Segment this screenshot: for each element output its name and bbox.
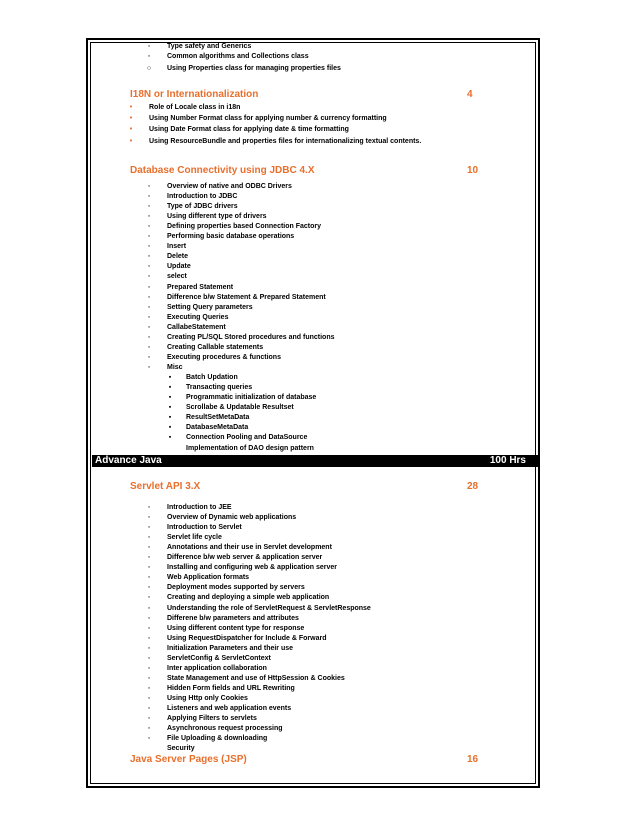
square-bullet-icon: ▪ <box>168 424 172 432</box>
circle-bullet-icon: ◦ <box>147 213 151 221</box>
circle-bullet-icon: ◦ <box>147 273 151 281</box>
circle-bullet-icon: ◦ <box>147 664 151 672</box>
course-hours: 100 Hrs <box>489 455 526 466</box>
section-hours-servlet: 28 <box>467 481 479 492</box>
circle-bullet-icon: ◦ <box>147 343 151 351</box>
circle-bullet-icon: ◦ <box>147 223 151 231</box>
circle-bullet-icon: ◦ <box>147 183 151 190</box>
circle-bullet-icon: ◦ <box>147 504 151 511</box>
circle-bullet-icon: ◦ <box>147 333 151 341</box>
circle-bullet-icon: ◦ <box>147 654 151 662</box>
circle-bullet-icon: ◦ <box>147 313 151 321</box>
circle-bullet-icon: ○ <box>146 65 152 72</box>
section-title-jdbc: Database Connectivity using JDBC 4.X <box>130 165 315 176</box>
circle-bullet-icon: ◦ <box>147 514 151 522</box>
square-bullet-icon: ▪ <box>168 384 172 392</box>
circle-bullet-icon: ◦ <box>147 534 151 542</box>
section-hours-jsp: 16 <box>467 754 479 765</box>
circle-bullet-icon: ◦ <box>147 233 151 241</box>
circle-bullet-icon: ◦ <box>147 584 151 592</box>
square-bullet-icon: ▪ <box>168 394 172 402</box>
circle-bullet-icon: ◦ <box>147 544 151 552</box>
section-hours-i18n: 4 <box>467 89 473 100</box>
circle-bullet-icon: ◦ <box>147 243 151 251</box>
circle-bullet-icon: ◦ <box>147 303 151 311</box>
circle-bullet-icon: ◦ <box>147 624 151 632</box>
section-title-i18n: I18N or Internationalization <box>130 89 259 100</box>
section-title-jsp: Java Server Pages (JSP) <box>130 754 247 765</box>
circle-bullet-icon: ◦ <box>147 564 151 572</box>
disc-bullet-icon: • <box>129 137 133 145</box>
circle-bullet-icon: ◦ <box>147 705 151 712</box>
circle-bullet-icon: ◦ <box>147 725 151 733</box>
circle-bullet-icon: ◦ <box>147 263 151 271</box>
circle-bullet-icon: ◦ <box>147 634 151 642</box>
disc-bullet-icon: • <box>129 126 133 134</box>
circle-bullet-icon: ◦ <box>147 604 151 612</box>
section-hours-jdbc: 10 <box>467 165 479 176</box>
circle-bullet-icon: ◦ <box>147 253 151 261</box>
circle-bullet-icon: ◦ <box>147 43 151 50</box>
circle-bullet-icon: ◦ <box>147 554 151 562</box>
circle-bullet-icon: ◦ <box>147 353 151 361</box>
circle-bullet-icon: ◦ <box>147 735 151 743</box>
course-banner <box>92 455 538 467</box>
circle-bullet-icon: ◦ <box>147 283 151 291</box>
square-bullet-icon: ▪ <box>168 434 172 442</box>
circle-bullet-icon: ◦ <box>147 574 151 582</box>
disc-bullet-icon: • <box>129 104 133 111</box>
circle-bullet-icon: ◦ <box>147 363 151 371</box>
circle-bullet-icon: ◦ <box>147 694 151 702</box>
circle-bullet-icon: ◦ <box>147 323 151 331</box>
circle-bullet-icon: ◦ <box>147 614 151 622</box>
circle-bullet-icon: ◦ <box>147 53 151 60</box>
circle-bullet-icon: ◦ <box>147 684 151 692</box>
square-bullet-icon: ▪ <box>168 374 172 381</box>
circle-bullet-icon: ◦ <box>147 193 151 201</box>
square-bullet-icon: ▪ <box>168 404 172 412</box>
circle-bullet-icon: ◦ <box>147 524 151 532</box>
circle-bullet-icon: ◦ <box>147 715 151 723</box>
section-title-servlet: Servlet API 3.X <box>130 481 201 492</box>
square-bullet-icon: ▪ <box>168 414 172 422</box>
course-title: Advance Java <box>95 455 162 466</box>
disc-bullet-icon: • <box>129 115 133 123</box>
circle-bullet-icon: ◦ <box>147 594 151 602</box>
circle-bullet-icon: ◦ <box>147 644 151 652</box>
circle-bullet-icon: ◦ <box>147 674 151 682</box>
circle-bullet-icon: ◦ <box>147 293 151 301</box>
circle-bullet-icon: ◦ <box>147 203 151 211</box>
